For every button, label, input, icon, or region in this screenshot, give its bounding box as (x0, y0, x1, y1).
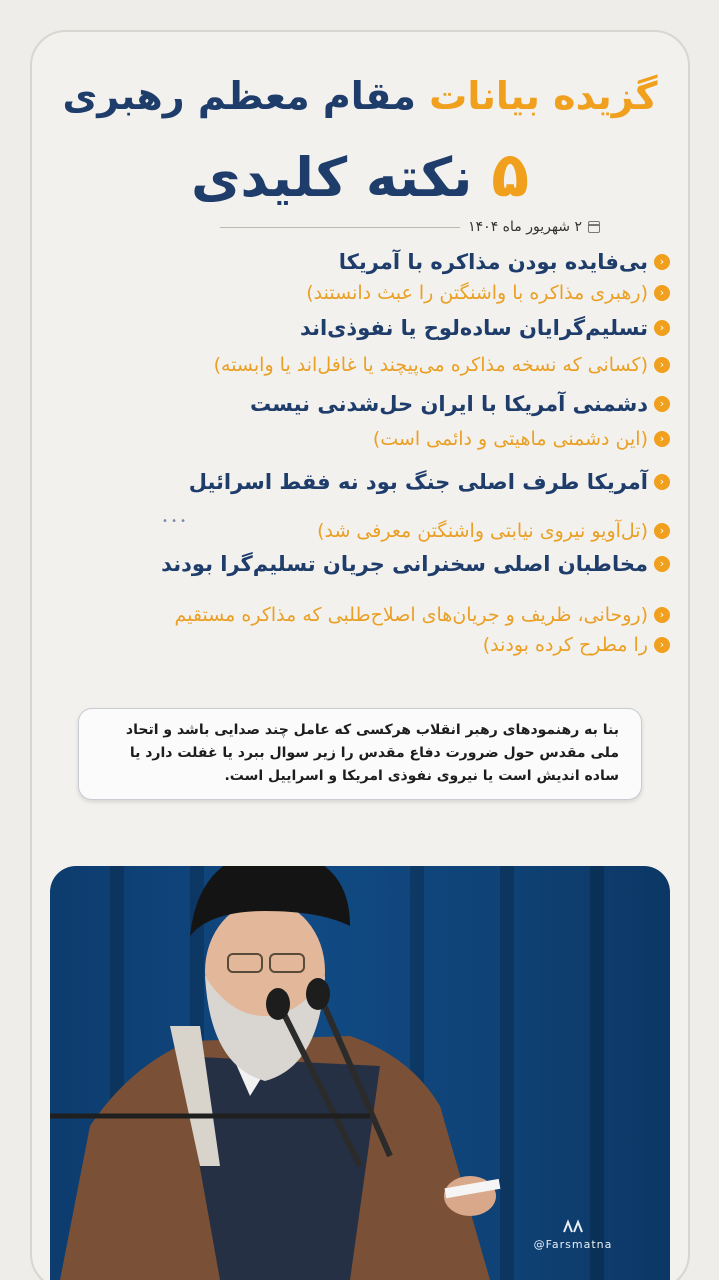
point-title: ‹ تسلیم‌گرایان ساده‌لوح یا نفوذی‌اند (90, 312, 670, 344)
watermark-text: @Farsmatna (533, 1238, 613, 1251)
point-title: ‹ دشمنی آمریکا با ایران حل‌شدنی نیست (90, 388, 670, 420)
quote-box: بنا به رهنمودهای رهبر انقلاب هرکسی که عامل چند صدایی باشد و اتحاد ملی مقدس حول ضرورت دفاع مقدس را زیر سوال ببرد یا غفلت دارد یا ساده اندیش است یا نیروی نفوذی امریکا و اسراییل است. (78, 708, 642, 800)
point-detail: ‹ (رهبری مذاکره با واشنگتن را عبث دانستند) (90, 278, 670, 308)
chevron-left-icon: ‹ (654, 396, 670, 412)
title-main: مقام معظم رهبری (62, 74, 416, 118)
date-label: ۲ شهریور ماه ۱۴۰۴ (468, 219, 582, 235)
date-row (220, 216, 600, 238)
key-points-list (90, 240, 670, 660)
chevron-left-icon: ‹ (654, 637, 670, 653)
chevron-left-icon: ‹ (654, 607, 670, 623)
point-title: ‹ مخاطبان اصلی سخنرانی جریان تسلیم‌گرا بودند (90, 548, 670, 580)
divider (220, 227, 460, 228)
farsmatna-logo (562, 1218, 584, 1234)
chevron-left-icon: ‹ (654, 357, 670, 373)
point-detail: ‹ (روحانی، ظریف و جریان‌های اصلاح‌طلبی که مذاکره مستقیم (90, 600, 670, 630)
point-detail: ‹ (کسانی که نسخه مذاکره می‌پیچند یا غافل‌اند یا وابسته) (90, 350, 670, 380)
point-detail: ‹ را مطرح کرده بودند) (90, 630, 670, 660)
chevron-left-icon: ‹ (654, 523, 670, 539)
chevron-left-icon: ‹ (654, 474, 670, 490)
page-title (60, 72, 660, 120)
calendar-icon (588, 221, 600, 233)
point-title: ‹ آمریکا طرف اصلی جنگ بود نه فقط اسرائیل (90, 466, 670, 498)
chevron-left-icon: ‹ (654, 254, 670, 270)
chevron-left-icon: ‹ (654, 320, 670, 336)
chevron-left-icon: ‹ (654, 556, 670, 572)
points-count: ۵ (491, 138, 530, 211)
brand-watermark (508, 1218, 638, 1251)
decorative-dots: • • • (162, 516, 187, 527)
title-highlight: گزیده بیانات (429, 74, 658, 118)
point-title: ‹ بی‌فایده بودن مذاکره با آمریکا (90, 246, 670, 278)
chevron-left-icon: ‹ (654, 431, 670, 447)
point-detail: ‹ (تل‌آویو نیروی نیابتی واشنگتن معرفی شد) (90, 516, 670, 546)
page-subtitle (100, 140, 620, 213)
point-detail: ‹ (این دشمنی ماهیتی و دائمی است) (90, 424, 670, 454)
chevron-left-icon: ‹ (654, 285, 670, 301)
subtitle-text: نکته کلیدی (190, 146, 473, 209)
